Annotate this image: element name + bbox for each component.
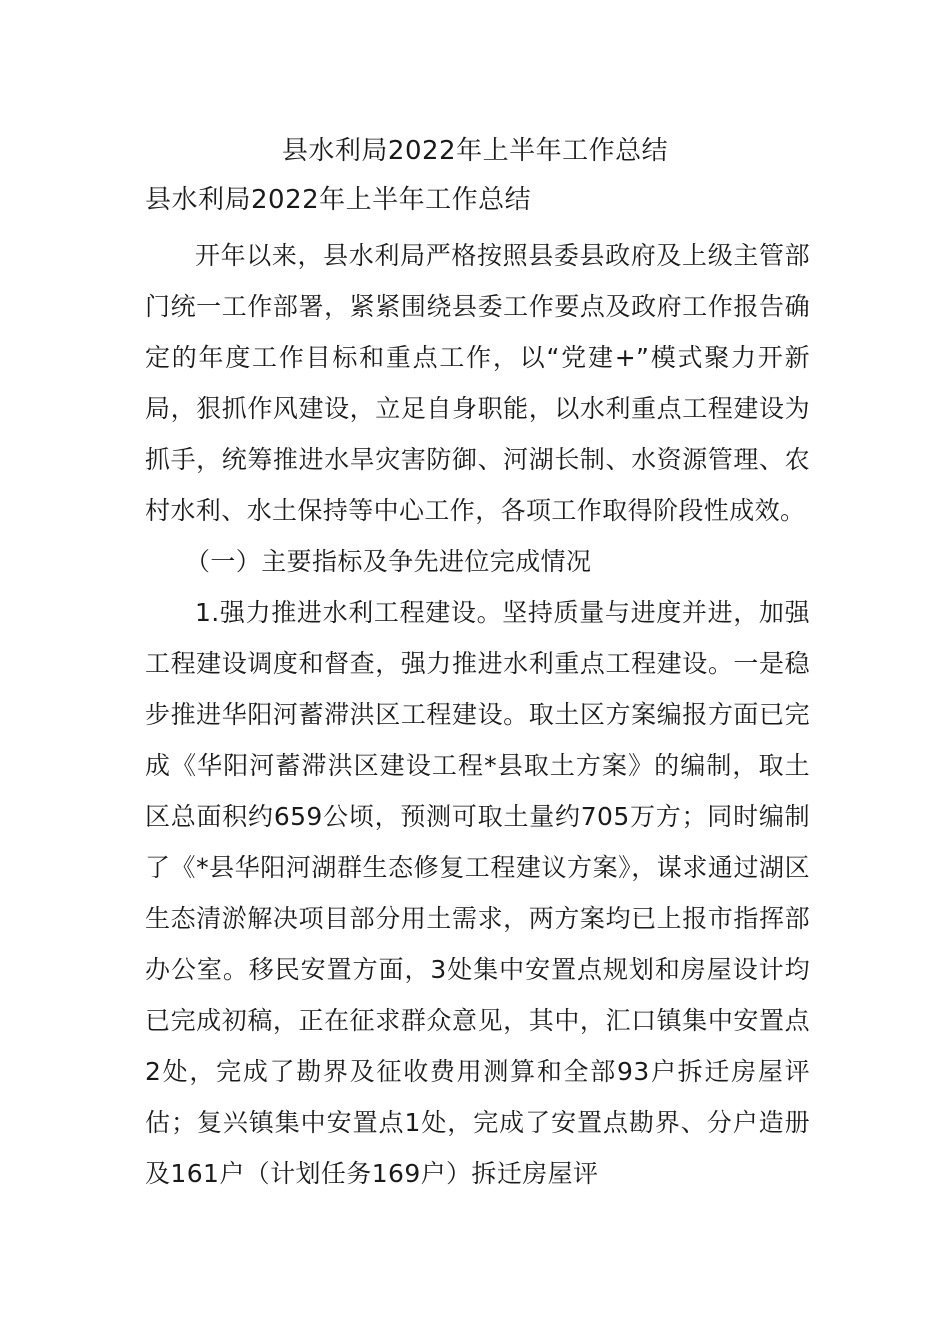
document-subtitle: 县水利局2022年上半年工作总结 (145, 185, 532, 215)
document-title: 县水利局2022年上半年工作总结 (281, 136, 669, 166)
intro-paragraph: 开年以来，县水利局严格按照县委县政府及上级主管部门统一工作部署，紧紧围绕县委工作要点及政府工作报告确定的年度工作目标和重点工作，以“党建+”模式聚力开新局，狠抓作风建设，立足自身职能，以水利重点工程建设为抓手，统筹推进水旱灾害防御、河湖长制、水资源管理、农村水利、水土保持等中心工作，各项工作取得阶段性成效。 (145, 241, 810, 525)
document-body (145, 182, 810, 1199)
section-paragraph: 1.强力推进水利工程建设。坚持质量与进度并进，加强工程建设调度和督查，强力推进水利重点工程建设。一是稳步推进华阳河蓄滞洪区工程建设。取土区方案编报方面已完成《华阳河蓄滞洪区建设工程*县取土方案》的编制，取土区总面积约659公顷，预测可取土量约705万方；同时编制了《*县华阳河湖群生态修复工程建议方案》，谋求通过湖区生态清淤解决项目部分用土需求，两方案均已上报市指挥部办公室。移民安置方面，3处集中安置点规划和房屋设计均已完成初稿，正在征求群众意见，其中，汇口镇集中安置点2处，完成了勘界及征收费用测算和全部93户拆迁房屋评估；复兴镇集中安置点1处，完成了安置点勘界、分户造册及161户（计划任务169户）拆迁房屋评 (145, 598, 810, 1188)
section-heading: （一）主要指标及争先进位完成情况 (185, 547, 592, 576)
